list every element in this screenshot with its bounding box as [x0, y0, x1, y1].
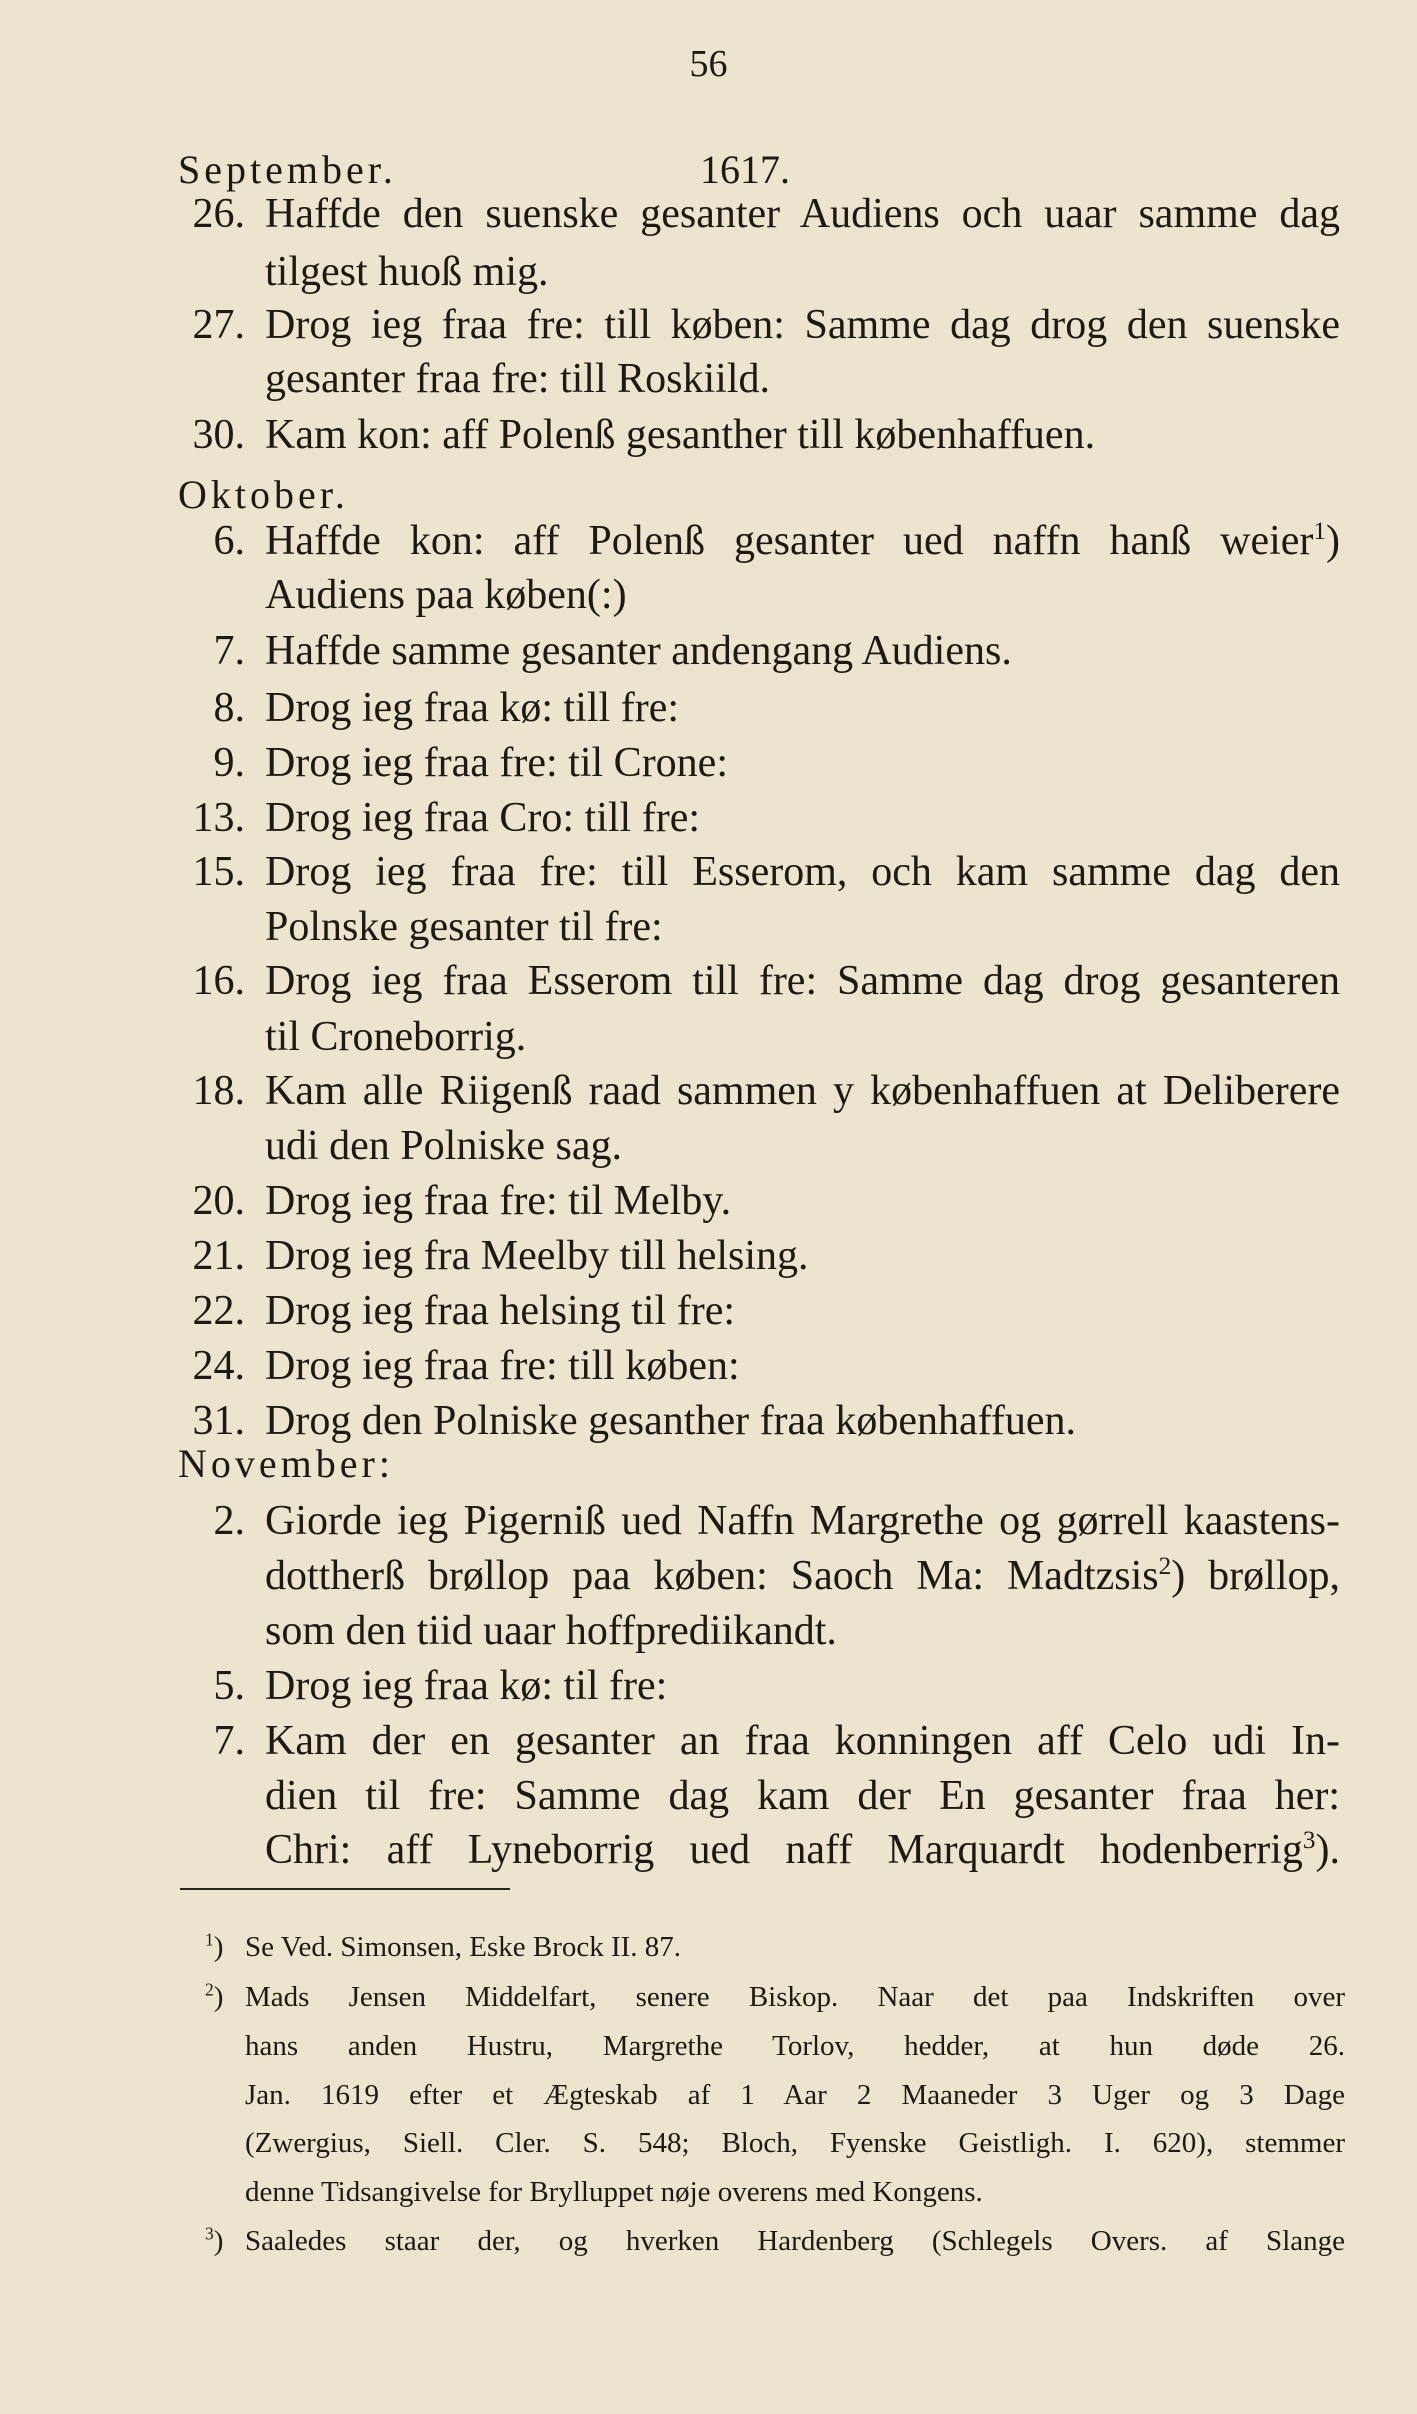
- section-heading-oktober: Oktober.: [178, 472, 349, 517]
- section-heading-november: November:: [178, 1441, 394, 1486]
- footnote-mark: 3: [205, 2223, 214, 2244]
- footnote-mark: 2: [205, 1979, 214, 2000]
- footnote-mark: 1: [205, 1929, 214, 1950]
- section-heading-september: September.: [178, 147, 397, 192]
- year-label: 1617.: [700, 147, 790, 192]
- footnote-rule: [180, 1888, 510, 1890]
- page-number: 56: [689, 43, 728, 85]
